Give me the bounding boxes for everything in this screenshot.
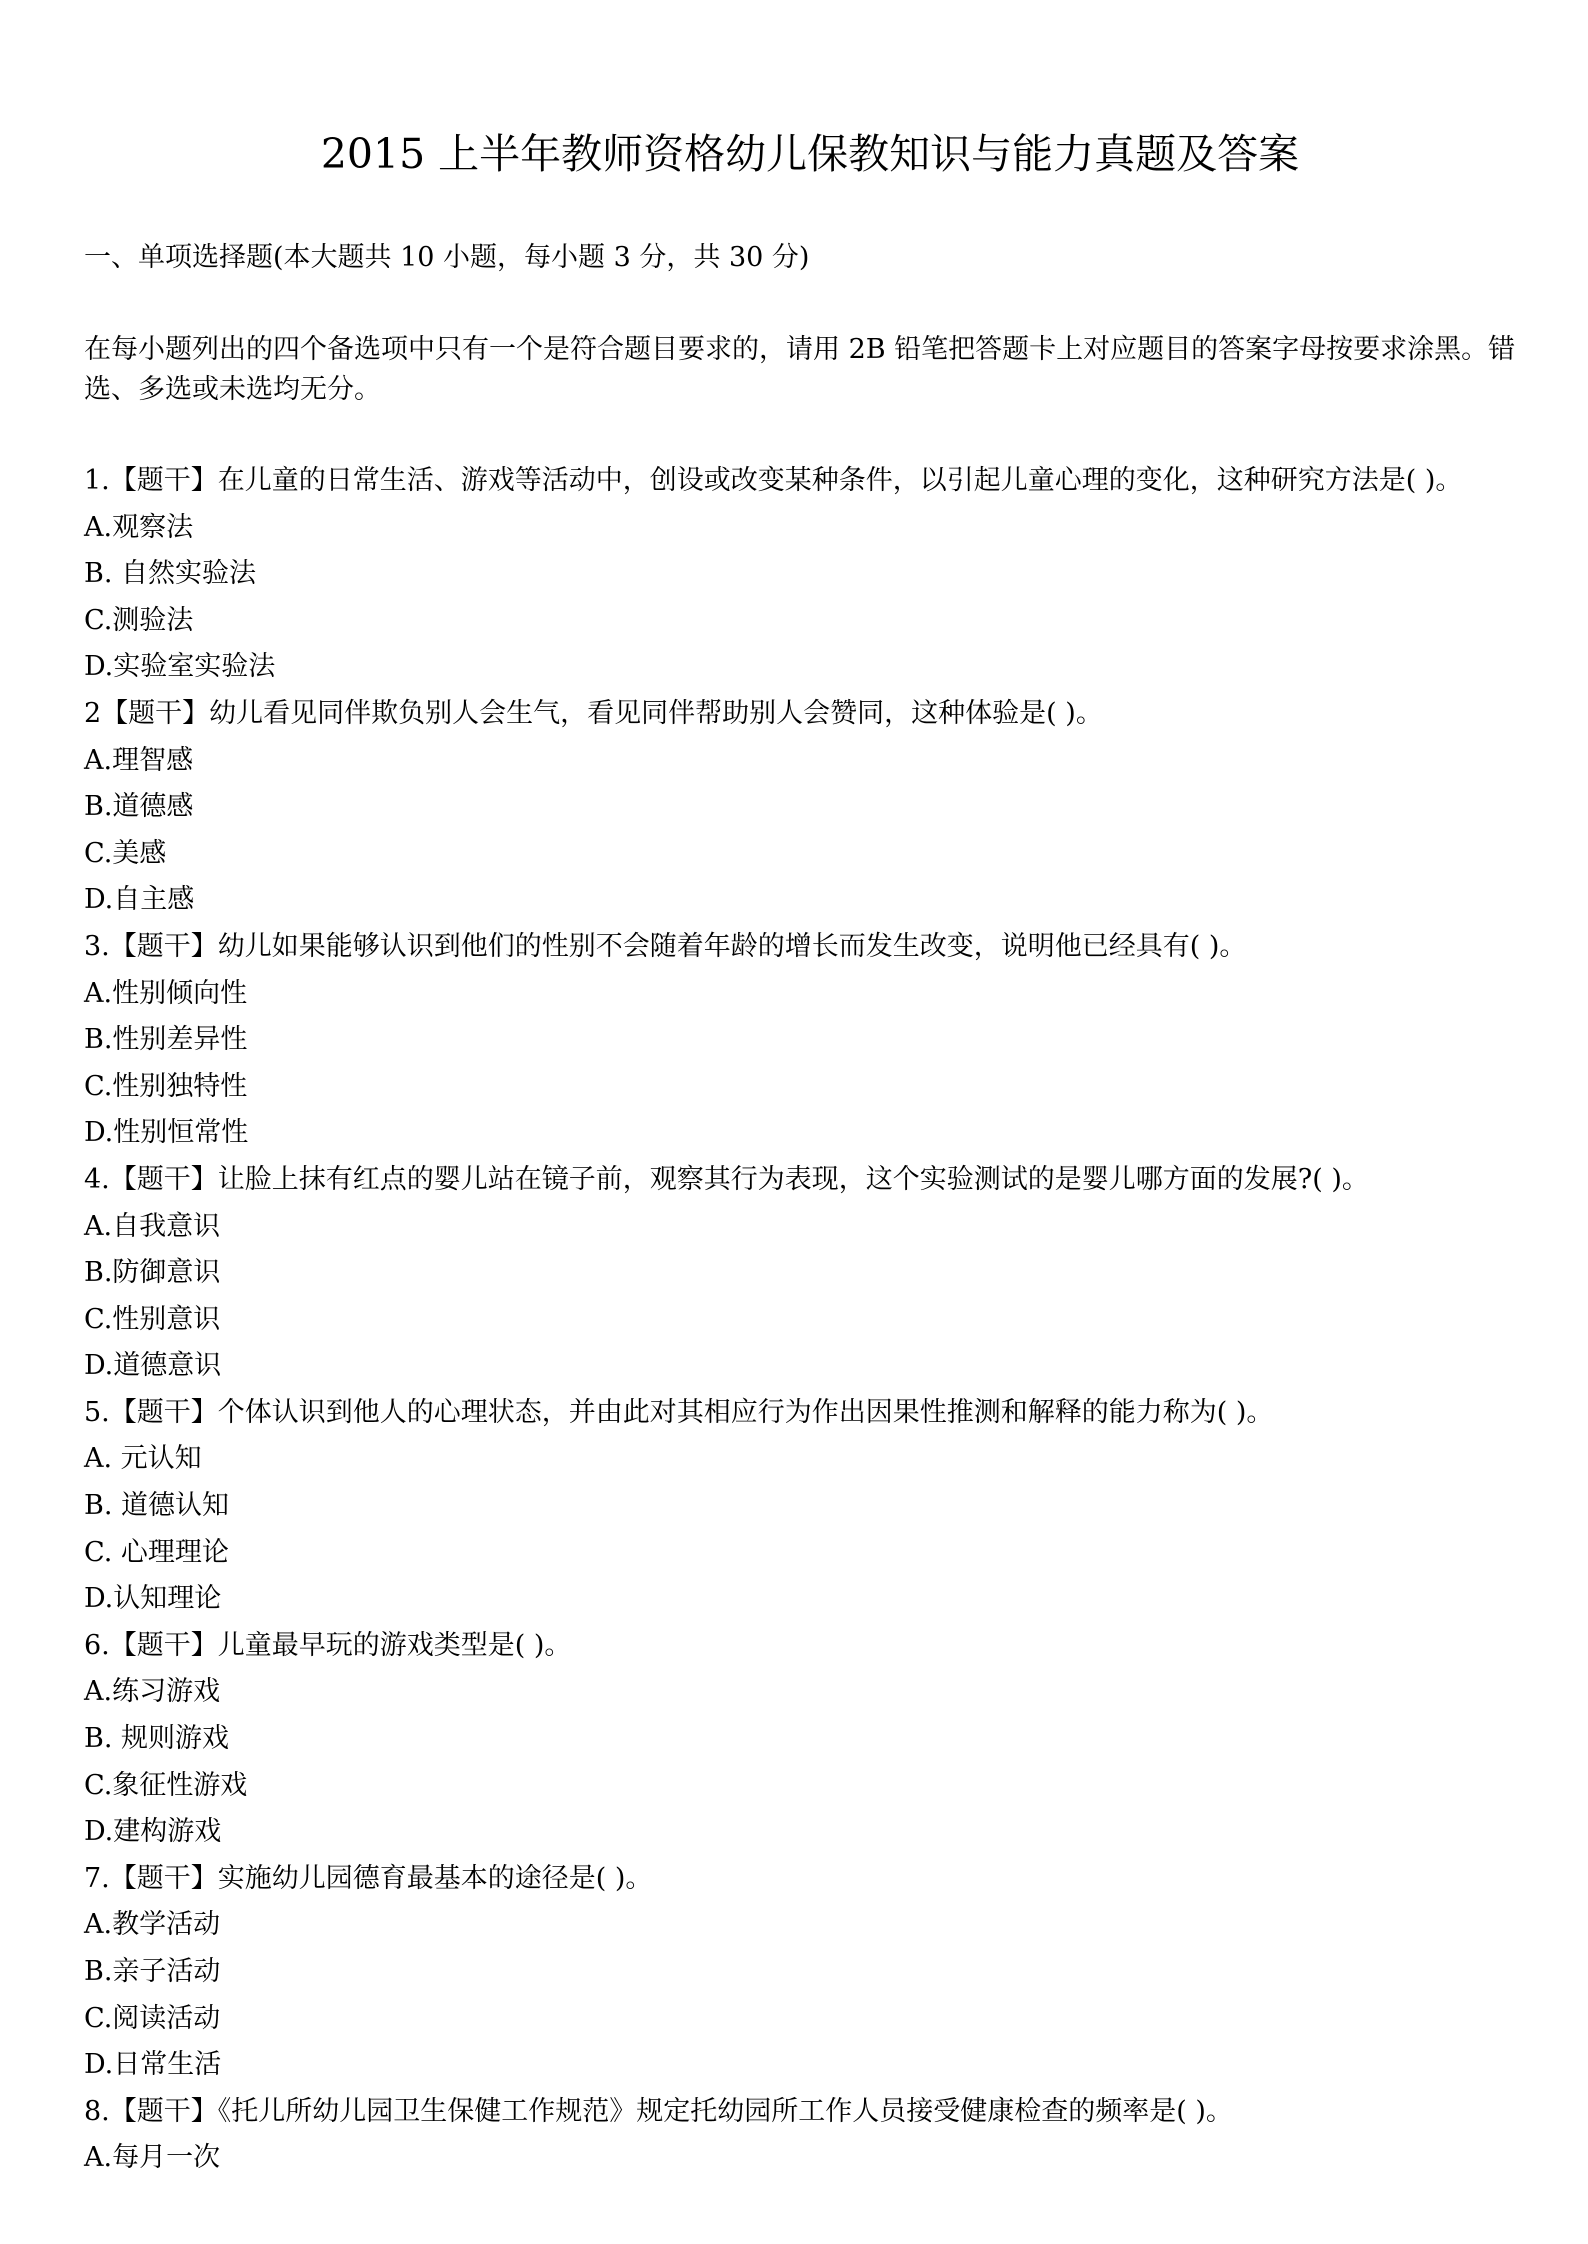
question-7-option-b: B.亲子活动 <box>84 1956 221 1987</box>
question-stem-1: 1.【题干】在儿童的日常生活、游戏等活动中，创设或改变某种条件，以引起儿童心理的变化，这种研究方法是( )。 <box>84 465 1463 496</box>
question-stem-7: 7.【题干】实施幼儿园德育最基本的途径是( )。 <box>84 1862 653 1894</box>
question-2-option-d: D.自主感 <box>84 884 195 916</box>
document-title: 2015 上半年教师资格幼儿保教知识与能力真题及答案 <box>320 130 1300 178</box>
question-3-option-d: D.性别恒常性 <box>84 1117 249 1149</box>
question-3-option-c: C.性别独特性 <box>84 1070 248 1102</box>
question-6-option-a: A.练习游戏 <box>84 1676 221 1708</box>
question-6-option-b: B. 规则游戏 <box>84 1723 230 1755</box>
question-4-option-a: A.自我意识 <box>84 1210 221 1242</box>
question-1-option-c: C.测验法 <box>84 604 194 636</box>
question-3-option-a: A.性别倾向性 <box>84 977 248 1009</box>
question-7-option-d: D.日常生活 <box>84 2049 222 2081</box>
question-4-option-d: D.道德意识 <box>84 1350 222 1382</box>
question-8-option-a: A.每月一次 <box>84 2142 221 2174</box>
question-5-option-d: D.认知理论 <box>84 1583 222 1615</box>
instructions-paragraph: 在每小题列出的四个备选项中只有一个是符合题目要求的，请用 2B 铅笔把答题卡上对应题目的答案字母按要求涂黑。错选、多选或未选均无分。 <box>84 334 1516 405</box>
question-4-option-b: B.防御意识 <box>84 1257 221 1289</box>
question-2-option-a: A.理智感 <box>84 744 194 776</box>
question-2-option-c: C.美感 <box>84 837 167 869</box>
section-heading: 一、单项选择题(本大题共 10 小题，每小题 3 分，共 30 分) <box>84 242 810 273</box>
question-6-option-d: D.建构游戏 <box>84 1816 222 1848</box>
question-stem-3: 3.【题干】幼儿如果能够认识到他们的性别不会随着年龄的增长而发生改变，说明他已经具有( )。 <box>84 930 1247 962</box>
question-1-option-b: B. 自然实验法 <box>84 558 257 590</box>
question-5-option-c: C. 心理理论 <box>84 1536 229 1568</box>
question-3-option-b: B.性别差异性 <box>84 1024 248 1056</box>
question-7-option-a: A.教学活动 <box>84 1909 221 1941</box>
question-stem-6: 6.【题干】儿童最早玩的游戏类型是( )。 <box>84 1629 572 1661</box>
question-1-option-a: A.观察法 <box>84 511 194 543</box>
question-4-option-c: C.性别意识 <box>84 1303 221 1335</box>
question-5-option-a: A. 元认知 <box>84 1443 202 1475</box>
question-7-option-c: C.阅读活动 <box>84 2002 221 2034</box>
question-list <box>84 458 1554 2182</box>
question-5-option-b: B. 道德认知 <box>84 1490 230 1522</box>
question-1-option-d: D.实验室实验法 <box>84 651 276 683</box>
question-stem-5: 5.【题干】个体认识到他人的心理状态，并由此对其相应行为作出因果性推测和解释的能力称为( )。 <box>84 1396 1274 1428</box>
question-6-option-c: C.象征性游戏 <box>84 1769 248 1801</box>
question-stem-4: 4.【题干】让脸上抹有红点的婴儿站在镜子前，观察其行为表现，这个实验测试的是婴儿哪方面的发展?( )。 <box>84 1163 1369 1195</box>
question-stem-2: 2【题干】幼儿看见同伴欺负别人会生气，看见同伴帮助别人会赞同，这种体验是( )。 <box>84 697 1103 729</box>
question-2-option-b: B.道德感 <box>84 791 194 823</box>
question-stem-8: 8.【题干】《托儿所幼儿园卫生保健工作规范》规定托幼园所工作人员接受健康检查的频率是( )。 <box>84 2095 1233 2127</box>
